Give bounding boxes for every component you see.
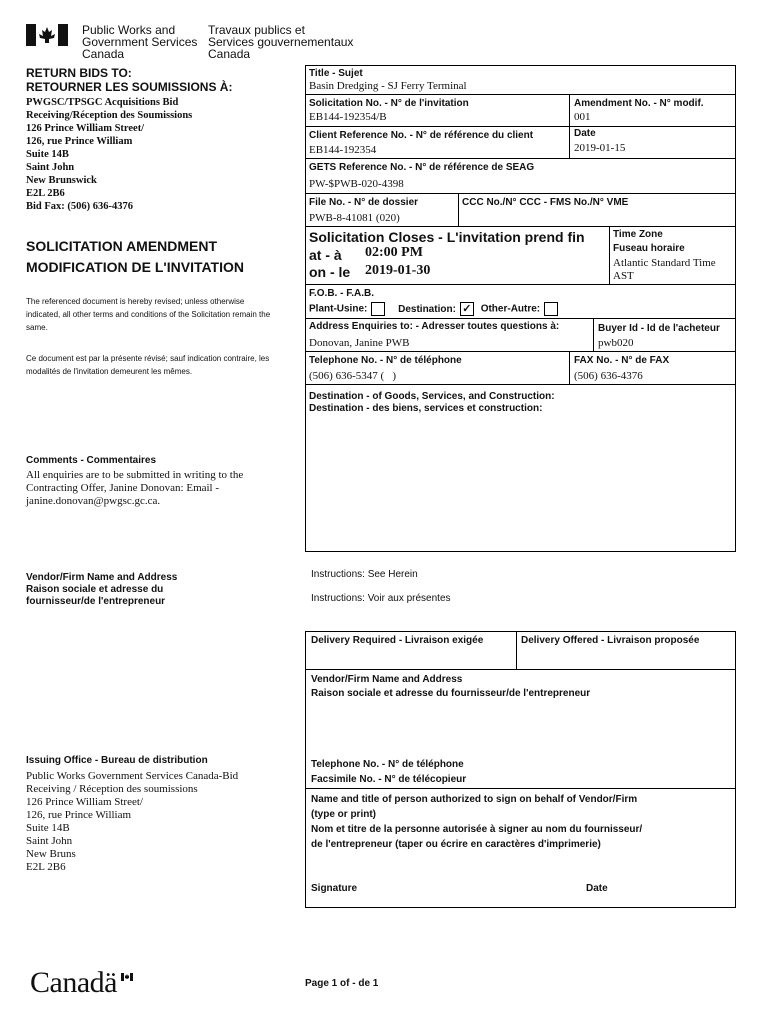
gets-label: GETS Reference No. - N° de référence de SEAG <box>309 162 535 173</box>
instructions-en: Instructions: See Herein <box>311 569 418 580</box>
title-value: Basin Dredging - SJ Ferry Terminal <box>309 80 467 92</box>
address-enquiries-value: Donovan, Janine PWB <box>309 337 410 349</box>
on-label: on - le <box>309 264 351 280</box>
client-ref-value: EB144-192354 <box>309 144 377 156</box>
at-value: 02:00 PM <box>365 245 423 260</box>
return-bids-title: RETURN BIDS TO: RETOURNER LES SOUMISSIONS À: <box>26 66 233 94</box>
date-label: Date <box>574 128 596 139</box>
client-ref-label: Client Reference No. - N° de référence du client <box>309 130 534 141</box>
buyer-label: Buyer Id - Id de l'acheteur <box>598 323 720 334</box>
other-checkbox[interactable] <box>544 302 558 316</box>
issuing-office-label: Issuing Office - Bureau de distribution <box>26 755 208 766</box>
issuing-office-address: Public Works Government Services Canada-Bid Receiving / Réception des soumissions 126 Prince William Street/ 126, rue Prince William Suite 14B Saint John New Bruns E2L 2B6 <box>26 770 239 873</box>
vendor-telephone-label: Telephone No. - N° de téléphone <box>311 759 464 770</box>
date-value: 2019-01-15 <box>574 142 626 154</box>
fax-label: FAX No. - N° de FAX <box>574 355 670 366</box>
signature-label: Signature <box>311 883 358 894</box>
gov-name-fr: Travaux publics et Services gouvernementaux Canada <box>208 23 354 61</box>
instructions-fr: Instructions: Voir aux présentes <box>311 593 451 604</box>
comments-text: All enquiries are to be submitted in writing to the Contracting Offer, Janine Donovan: Email - janine.donovan@pwgsc.gc.ca. <box>26 469 244 507</box>
signature-date-label: Date <box>586 883 608 894</box>
fob-options <box>309 302 562 316</box>
amendment-text-fr: Ce document est par la présente révisé; sauf indication contraire, les modalités de l'invitation demeurent les mêmes. <box>26 354 270 376</box>
other-label: Other-Autre: <box>480 303 541 315</box>
plant-checkbox[interactable] <box>371 302 385 316</box>
solicitation-label: Solicitation No. - N° de l'invitation <box>309 98 469 109</box>
amendment-no-label: Amendment No. - N° modif. <box>574 98 704 109</box>
comments-label: Comments - Commentaires <box>26 455 157 466</box>
delivery-offered-label: Delivery Offered - Livraison proposée <box>521 635 700 646</box>
fob-label: F.O.B. - F.A.B. <box>309 288 374 299</box>
title-label: Title - Sujet <box>309 68 363 79</box>
address-enquiries-label: Address Enquiries to: - Adresser toutes questions à: <box>309 321 560 332</box>
tz-label: Time Zone Fuseau horaire <box>613 229 685 254</box>
page-number: Page 1 of - de 1 <box>305 978 379 989</box>
return-bids-address: PWGSC/TPSGC Acquisitions Bid Receiving/Réception des Soumissions 126 Prince William Street/ 126, rue Prince William Suite 14B Saint John New Brunswick E2L 2B6 Bid Fax: (506) 636-4376 <box>26 97 193 212</box>
destination-goods-label: Destination - of Goods, Services, and Construction: Destination - des biens, services et construction: <box>309 391 555 414</box>
authorized-person-label: Name and title of person authorized to sign on behalf of Vendor/Firm (type or print) Nom et titre de la personne autorisée à signer au nom du fournisseur/ de l'entrepreneur (taper ou écrire en caractères d'imprimerie) <box>311 794 643 850</box>
canada-wordmark: Canadä <box>30 966 117 999</box>
ccc-label: CCC No./N° CCC - FMS No./N° VME <box>462 197 629 208</box>
vendor-name-label: Vendor/Firm Name and Address Raison sociale et adresse du fournisseur/de l'entrepreneur <box>311 674 591 699</box>
tz-value: Atlantic Standard Time AST <box>613 257 716 282</box>
fax-value: (506) 636-4376 <box>574 370 643 382</box>
file-value: PWB-8-41081 (020) <box>309 212 400 224</box>
at-label: at - à <box>309 247 342 263</box>
telephone-label: Telephone No. - N° de téléphone <box>309 355 462 366</box>
solicitation-value: EB144-192354/B <box>309 111 387 123</box>
vendor-left-label: Vendor/Firm Name and Address Raison sociale et adresse du fournisseur/de l'entrepreneur <box>26 572 178 607</box>
gov-name-en: Public Works and Government Services Canada <box>82 23 198 61</box>
destination-label: Destination: <box>398 303 456 315</box>
canada-flag-icon <box>26 24 68 46</box>
amendment-no-value: 001 <box>574 111 591 123</box>
gets-value: PW-$PWB-020-4398 <box>309 178 404 190</box>
vendor-fax-label: Facsimile No. - N° de télécopieur <box>311 774 467 785</box>
delivery-required-label: Delivery Required - Livraison exigée <box>311 635 484 646</box>
destination-checkbox[interactable]: ✓ <box>460 302 474 316</box>
telephone-value: (506) 636-5347 ( ) <box>309 370 397 382</box>
closes-title: Solicitation Closes - L'invitation prend fin <box>309 229 585 245</box>
amendment-title: SOLICITATION AMENDMENT MODIFICATION DE L'INVITATION <box>26 238 244 275</box>
canada-wordmark-flag-icon <box>121 968 133 976</box>
file-label: File No. - N° de dossier <box>309 197 419 208</box>
plant-label: Plant-Usine: <box>309 303 368 315</box>
buyer-value: pwb020 <box>598 337 634 349</box>
on-value: 2019-01-30 <box>365 263 431 278</box>
amendment-text-en: The referenced document is hereby revised; unless otherwise indicated, all other terms and conditions of the Solicitation remain the same. <box>26 297 271 332</box>
